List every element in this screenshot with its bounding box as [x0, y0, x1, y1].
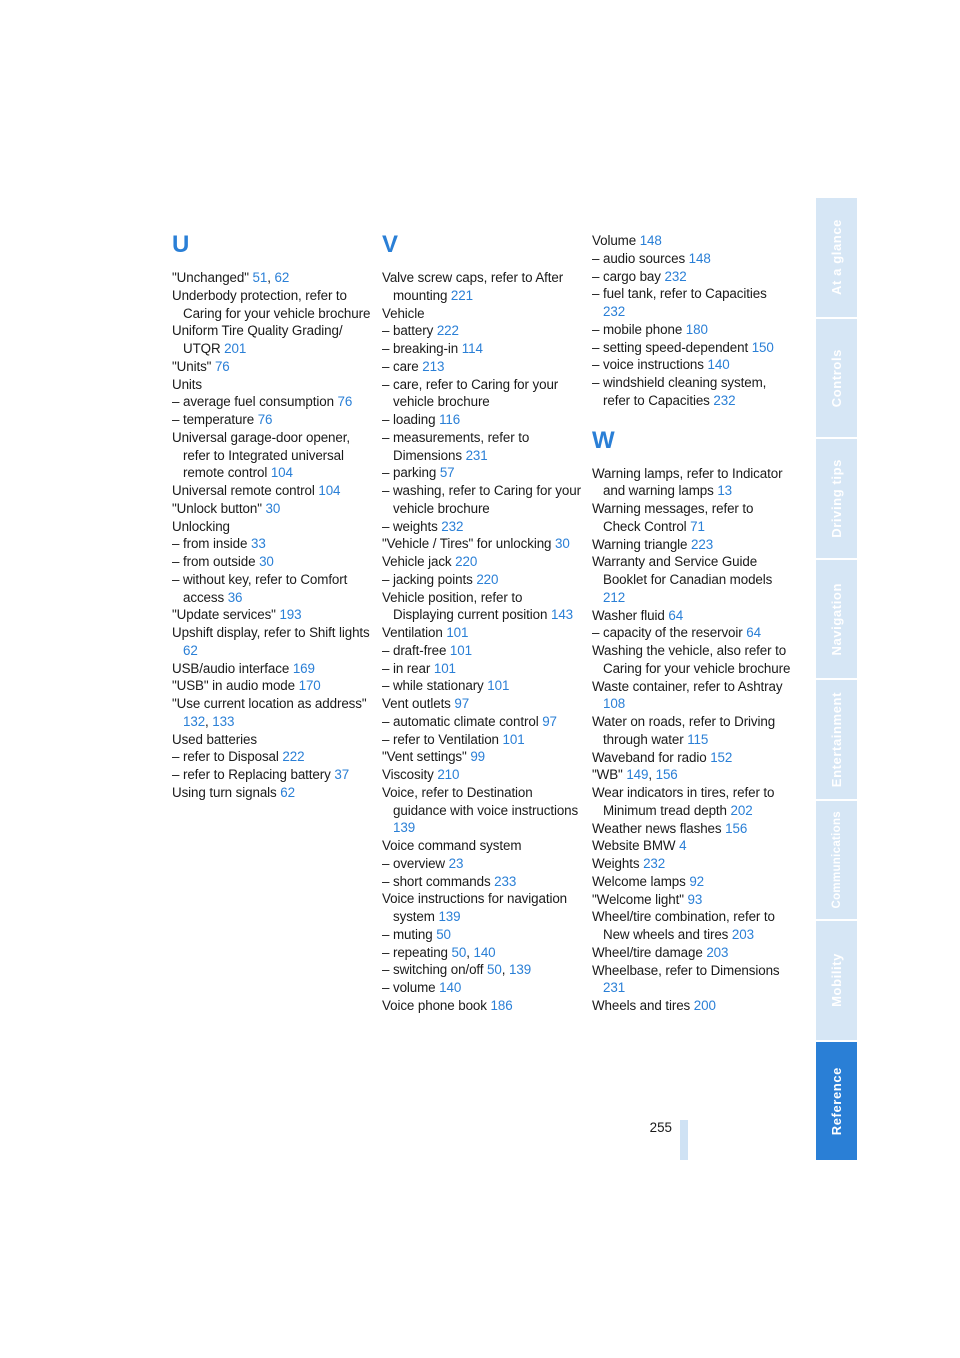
page-link[interactable]: 50 [436, 926, 451, 942]
entry-term: "Unlock button" [172, 500, 266, 516]
index-entry [592, 713, 792, 749]
page-link[interactable]: 140 [707, 357, 730, 373]
index-entry [382, 926, 582, 944]
index-column-right [592, 232, 792, 1015]
index-entry [172, 322, 372, 358]
page-link[interactable]: 101 [487, 678, 510, 694]
index-entry [382, 624, 582, 642]
entry-term: – muting [382, 926, 437, 942]
section-letter-w: W [592, 426, 615, 454]
index-entry [592, 356, 792, 374]
page-link[interactable]: 150 [751, 339, 774, 355]
entry-term: – capacity of the reservoir [592, 625, 747, 641]
index-entry [382, 695, 582, 713]
entry-term: – temperature [172, 412, 258, 427]
entry-term: – automatic climate control [382, 713, 543, 729]
entry-term: Warning lamps, refer to Indicator and warning lamps [592, 465, 783, 499]
entry-term: "WB" [592, 767, 627, 783]
entry-term: Used batteries [172, 731, 257, 747]
entry-term: Vehicle [382, 305, 425, 321]
index-entry [172, 535, 372, 553]
page-link[interactable]: 232 [441, 518, 464, 534]
index-entry [172, 500, 372, 518]
index-entry [382, 873, 582, 891]
page-link[interactable]: 101 [502, 731, 525, 747]
entry-term: Vent outlets [382, 696, 455, 711]
chapter-sidebar [816, 198, 857, 1160]
index-entry [382, 429, 582, 465]
index-entry [172, 571, 372, 607]
entry-term: – refer to Ventilation [382, 731, 503, 747]
page-link[interactable]: 201 [224, 341, 247, 356]
entry-term: Vehicle position, refer to Displaying current position [382, 589, 551, 623]
tab-controls[interactable]: Controls [816, 319, 857, 440]
page-link[interactable]: 186 [490, 997, 513, 1013]
page-link[interactable]: 200 [693, 998, 716, 1013]
page-link[interactable]: 99 [470, 749, 486, 765]
page-link[interactable]: 231 [465, 447, 488, 463]
entry-term: Wear indicators in tires, refer to Minimum tread depth [592, 785, 775, 818]
entry-term: Wheel/tire combination, refer to New wheels and tires [592, 909, 775, 942]
page-link[interactable]: 57 [439, 465, 455, 481]
entry-term: – battery [382, 323, 437, 339]
index-entry [592, 374, 792, 410]
page-link[interactable]: 180 [685, 321, 708, 337]
page-number: 255 [649, 1120, 672, 1135]
index-entry [382, 731, 582, 749]
page-link[interactable]: 62 [280, 784, 295, 800]
index-entry [382, 642, 582, 660]
index-entry [592, 784, 792, 820]
index-entry [592, 944, 792, 962]
entry-term: – care, refer to Caring for your vehicle brochure [382, 376, 559, 410]
index-entry [382, 571, 582, 589]
page-link[interactable]: 222 [282, 749, 305, 765]
entry-term: "Vent settings" [382, 749, 471, 765]
index-entry [382, 997, 582, 1015]
page-link[interactable]: 33 [250, 536, 266, 552]
index-entry [172, 606, 372, 624]
page-link[interactable]: 221 [450, 287, 473, 303]
index-entry [382, 589, 582, 625]
index-entry [172, 731, 372, 749]
page-link[interactable]: 139 [393, 820, 416, 836]
index-entry [592, 891, 792, 909]
index-entry [592, 624, 792, 642]
page-separator: , [648, 767, 656, 783]
entry-term: USB/audio interface [172, 660, 293, 676]
index-entry [592, 908, 792, 944]
index-entry [592, 962, 792, 998]
index-entry [382, 784, 582, 837]
page-link[interactable]: 148 [639, 233, 662, 248]
page-link[interactable]: 133 [212, 713, 235, 729]
page-link[interactable]: 222 [436, 323, 459, 339]
page-link[interactable]: 132 [183, 713, 206, 729]
entry-term: Wheel/tire damage [592, 944, 707, 960]
entry-term: Underbody protection, refer to Caring for your vehicle brochure [172, 287, 371, 321]
index-entry [592, 607, 792, 625]
entry-term: Website BMW [592, 838, 680, 854]
entry-term: Wheelbase, refer to Dimensions [592, 962, 780, 978]
index-entry [592, 553, 792, 606]
entry-term: – volume [382, 980, 440, 995]
index-entry [172, 518, 372, 536]
entry-term: – from outside [172, 554, 260, 569]
entry-term: Welcome lamps [592, 873, 690, 889]
page-link[interactable]: 116 [439, 412, 461, 427]
index-entry [592, 321, 792, 339]
page-link[interactable]: 231 [603, 980, 626, 996]
entry-term: "Update services" [172, 607, 280, 623]
entry-term: Washer fluid [592, 607, 669, 623]
entry-term: Weights [592, 856, 644, 871]
page-link[interactable]: 101 [449, 642, 472, 658]
tab-reference[interactable]: Reference [816, 1042, 857, 1161]
entry-term: – washing, refer to Caring for your vehicle brochure [382, 483, 581, 516]
index-entry [172, 358, 372, 376]
page-link[interactable]: 193 [279, 607, 302, 623]
entry-term: "Use current location as address" [172, 696, 367, 711]
index-entry [382, 660, 582, 678]
index-entry [382, 944, 582, 962]
entry-term: – audio sources [592, 250, 689, 266]
page-link[interactable]: 203 [731, 927, 754, 942]
index-entry [382, 464, 582, 482]
index-entry [382, 269, 582, 305]
index-entry [382, 713, 582, 731]
entry-term: – voice instructions [592, 357, 708, 373]
index-entry [382, 748, 582, 766]
page-link[interactable]: 30 [259, 554, 274, 569]
index-entry [172, 393, 372, 411]
entry-term: Upshift display, refer to Shift lights [172, 625, 370, 640]
page-link[interactable]: 108 [603, 696, 626, 712]
entries-v [382, 269, 582, 1015]
entry-term: Units [172, 376, 203, 392]
index-entry [382, 518, 582, 536]
entry-term: Valve screw caps, refer to After mounting [382, 270, 564, 303]
index-entry [172, 660, 372, 678]
page-link[interactable]: 143 [550, 607, 574, 623]
index-entry [172, 766, 372, 784]
index-entry [592, 339, 792, 357]
entry-term: – draft-free [382, 642, 450, 658]
page-link[interactable]: 202 [730, 802, 753, 818]
tab-navigation[interactable]: Navigation [816, 560, 857, 681]
page-link[interactable]: 220 [455, 554, 478, 569]
index-entry [382, 482, 582, 518]
index-entry [382, 553, 582, 571]
page-link[interactable]: 50 [487, 962, 502, 978]
page-link[interactable]: 220 [476, 571, 499, 587]
entry-term: – fuel tank, refer to Capacities [592, 286, 767, 302]
entry-term: "Vehicle / Tires" for unlocking [382, 536, 556, 552]
page-link[interactable]: 139 [438, 909, 461, 924]
page-link[interactable]: 210 [437, 767, 460, 782]
index-entry [382, 890, 582, 926]
entry-term: – short commands [382, 873, 495, 889]
index-entry [592, 820, 792, 838]
entry-term: Wheels and tires [592, 998, 694, 1013]
index-entry [592, 837, 792, 855]
index-entry [382, 411, 582, 429]
index-entry [382, 376, 582, 412]
page-link[interactable]: 104 [270, 465, 293, 481]
page-link[interactable]: 30 [555, 536, 570, 552]
index-entry [172, 287, 372, 323]
page-link[interactable]: 97 [454, 696, 470, 711]
page-link[interactable]: 101 [433, 660, 456, 676]
index-entry [382, 305, 582, 323]
page-link[interactable]: 4 [679, 838, 687, 854]
index-entry [172, 482, 372, 500]
entry-term: Voice phone book [382, 997, 491, 1013]
entry-term: – while stationary [382, 678, 488, 694]
page-link[interactable]: 101 [446, 625, 469, 640]
page-link[interactable]: 92 [689, 873, 705, 889]
page-link[interactable]: 62 [183, 642, 198, 658]
index-entry [172, 429, 372, 482]
index-entry [172, 677, 372, 695]
page-link[interactable]: 36 [227, 589, 243, 605]
index-entry [382, 677, 582, 695]
page-separator: , [267, 270, 275, 285]
index-entry [592, 500, 792, 536]
index-entry [172, 624, 372, 660]
page-link[interactable]: 62 [274, 270, 290, 285]
entry-term: Voice command system [382, 838, 522, 853]
index-entry [172, 784, 372, 802]
index-entry [592, 678, 792, 714]
entry-term: – loading [382, 412, 440, 427]
entry-term: Washing the vehicle, also refer to Caring for your vehicle brochure [592, 643, 791, 676]
entry-term: – windshield cleaning system, refer to Capacities [592, 375, 767, 408]
index-entry [592, 997, 792, 1015]
page-link[interactable]: 64 [746, 625, 761, 641]
entry-term: Warning messages, refer to Check Control [592, 501, 754, 534]
page-link[interactable]: 71 [690, 518, 705, 534]
entry-term: – mobile phone [592, 321, 686, 337]
page-link[interactable]: 156 [725, 820, 748, 836]
index-column-left [172, 231, 372, 802]
index-entry [592, 873, 792, 891]
entry-term: Volume [592, 233, 640, 248]
page-link[interactable]: 212 [603, 589, 626, 605]
index-entry [172, 695, 372, 731]
page-link[interactable]: 23 [448, 855, 464, 871]
page-link[interactable]: 139 [509, 962, 532, 978]
page-link[interactable]: 115 [687, 731, 709, 747]
index-entry [592, 268, 792, 286]
tab-at-a-glance[interactable]: At a glance [816, 198, 857, 319]
index-entry [382, 855, 582, 873]
entry-term: Weather news flashes [592, 820, 726, 836]
index-entry [382, 766, 582, 784]
index-entry [592, 536, 792, 554]
page-link[interactable]: 152 [710, 749, 733, 765]
index-entry [382, 322, 582, 340]
section-gap [592, 410, 792, 427]
entry-term: "Welcome light" [592, 891, 688, 907]
index-entry [172, 748, 372, 766]
page-link[interactable]: 232 [664, 268, 687, 284]
entries-u [172, 269, 372, 802]
index-entry [592, 766, 792, 784]
entry-term: – refer to Disposal [172, 749, 283, 765]
entry-term: – care [382, 358, 423, 374]
entry-term: Universal garage-door opener, refer to Integrated universal remote control [172, 429, 350, 481]
page-link[interactable]: 37 [334, 767, 350, 782]
page-separator: , [205, 713, 213, 729]
index-entry [382, 358, 582, 376]
index-entry [172, 411, 372, 429]
page-number-bar [680, 1120, 688, 1160]
page-link[interactable]: 93 [687, 891, 703, 907]
page-link[interactable]: 232 [713, 392, 736, 408]
index-entry [172, 269, 372, 287]
entry-term: – measurements, refer to Dimensions [382, 429, 530, 463]
page-link[interactable]: 76 [214, 358, 230, 374]
index-entry [382, 340, 582, 358]
page-link[interactable]: 51 [252, 270, 268, 285]
page-link[interactable]: 64 [668, 607, 684, 623]
entry-term: Waste container, refer to Ashtray [592, 678, 783, 694]
page-separator: , [501, 962, 509, 978]
entry-term: Waveband for radio [592, 749, 711, 765]
entry-term: Vehicle jack [382, 554, 456, 569]
entry-term: – switching on/off [382, 962, 488, 978]
entry-term: Unlocking [172, 518, 230, 534]
entry-term: – without key, refer to Comfort access [172, 571, 348, 605]
entry-term: Water on roads, refer to Driving through water [592, 714, 776, 747]
page-link[interactable]: 213 [422, 358, 445, 374]
index-entry [592, 855, 792, 873]
tab-entertainment[interactable]: Entertainment [816, 680, 857, 801]
section-letter-v: V [382, 231, 399, 258]
page-link[interactable]: 232 [603, 304, 626, 319]
entry-term: Using turn signals [172, 784, 281, 800]
entry-term: – refer to Replacing battery [172, 767, 335, 782]
page-link[interactable]: 114 [461, 341, 483, 356]
entries-w [592, 465, 792, 1015]
entry-term: Voice instructions for navigation system [382, 891, 568, 924]
index-entry [172, 553, 372, 571]
index-entry [172, 376, 372, 394]
entry-term: – jacking points [382, 571, 477, 587]
entries-v-continued [592, 232, 792, 410]
entry-term: Uniform Tire Quality Grading/ UTQR [172, 323, 343, 356]
page-link[interactable]: 104 [318, 483, 341, 498]
entry-term: Viscosity [382, 767, 438, 782]
tab-mobility[interactable]: Mobility [816, 921, 857, 1042]
page-link[interactable]: 76 [337, 394, 353, 410]
page-link[interactable]: 140 [439, 980, 462, 995]
index-entry [592, 250, 792, 268]
page-link[interactable]: 169 [292, 660, 315, 676]
entry-term: – from inside [172, 536, 251, 552]
page-link[interactable]: 13 [717, 483, 733, 499]
index-entry [592, 749, 792, 767]
page-link[interactable]: 170 [298, 678, 321, 694]
entry-term: – weights [382, 518, 442, 534]
page-link[interactable]: 148 [688, 250, 711, 266]
page-link[interactable]: 50 [451, 944, 467, 960]
index-entry [382, 535, 582, 553]
page-separator: , [466, 944, 474, 960]
entry-term: "Units" [172, 358, 215, 374]
page-link[interactable]: 156 [655, 767, 678, 783]
entry-term: Universal remote control [172, 483, 319, 498]
entry-term: "Unchanged" [172, 270, 253, 285]
page-link[interactable]: 232 [643, 856, 666, 871]
page-link[interactable]: 233 [494, 873, 517, 889]
section-letter-u: U [172, 231, 190, 258]
entry-term: Ventilation [382, 625, 447, 640]
entry-term: – overview [382, 855, 449, 871]
index-entry [382, 979, 582, 997]
page-link[interactable]: 149 [626, 767, 649, 783]
tab-communications[interactable]: Communications [816, 801, 857, 922]
index-entry [592, 285, 792, 321]
entry-term: – in rear [382, 660, 434, 676]
entry-term: – parking [382, 465, 440, 481]
entry-term: "USB" in audio mode [172, 678, 299, 694]
tab-driving-tips[interactable]: Driving tips [816, 439, 857, 560]
entry-term: Warning triangle [592, 536, 692, 552]
page-link[interactable]: 223 [691, 536, 714, 552]
page-link[interactable]: 203 [706, 944, 729, 960]
page-link[interactable]: 76 [257, 412, 273, 427]
entry-term: – cargo bay [592, 268, 665, 284]
index-entry [382, 837, 582, 855]
index-entry [592, 465, 792, 501]
index-entry [592, 642, 792, 678]
entry-term: – breaking-in [382, 341, 462, 356]
page-link[interactable]: 97 [542, 713, 557, 729]
entry-term: Voice, refer to Destination guidance with voice instructions [382, 784, 579, 818]
page-link[interactable]: 140 [473, 944, 496, 960]
entry-term: Warranty and Service Guide Booklet for Canadian models [592, 554, 773, 587]
entry-term: – average fuel consumption [172, 394, 338, 410]
index-entry [382, 961, 582, 979]
index-entry [592, 232, 792, 250]
index-column-middle [382, 231, 582, 1015]
entry-term: – repeating [382, 944, 452, 960]
entry-term: – setting speed-dependent [592, 339, 752, 355]
page-link[interactable]: 30 [265, 500, 281, 516]
